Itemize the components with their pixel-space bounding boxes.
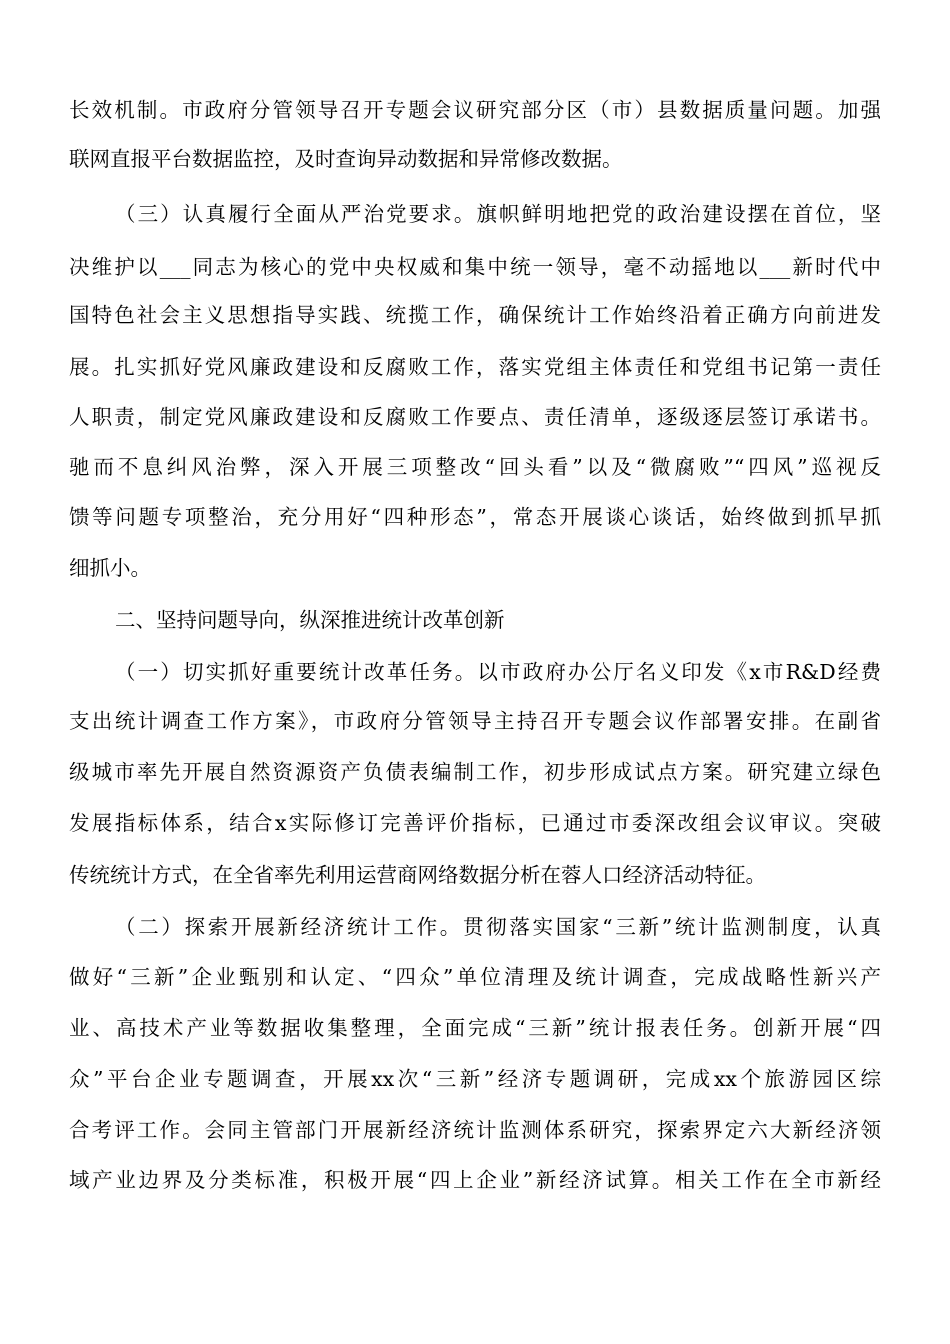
paragraph-line: 人职责，制定党风廉政建设和反腐败工作要点、责任清单，逐级逐层签订承诺书。 — [69, 405, 881, 429]
paragraph-line: 馈等问题专项整治，充分用好“四种形态”，常态开展谈心谈话，始终做到抓早抓 — [69, 505, 881, 529]
paragraph-line: 国特色社会主义思想指导实践、统揽工作，确保统计工作始终沿着正确方向前进发 — [69, 303, 881, 327]
paragraph-line: （三）认真履行全面从严治党要求。旗帜鲜明地把党的政治建设摆在首位，坚 — [115, 202, 881, 226]
paragraph-line: 展。扎实抓好党风廉政建设和反腐败工作，落实党组主体责任和党组书记第一责任 — [69, 355, 881, 379]
paragraph-line: 业、高技术产业等数据收集整理，全面完成“三新”统计报表任务。创新开展“四 — [69, 1016, 881, 1040]
paragraph-line: 众”平台企业专题调查，开展xx次“三新”经济专题调研，完成xx个旅游园区综 — [69, 1067, 881, 1091]
paragraph-line: （二）探索开展新经济统计工作。贯彻落实国家“三新”统计监测制度，认真 — [115, 915, 881, 939]
section-heading: 二、坚持问题导向，纵深推进统计改革创新 — [115, 608, 505, 632]
paragraph-line: 长效机制。市政府分管领导召开专题会议研究部分区（市）县数据质量问题。加强 — [69, 98, 881, 122]
paragraph-line: 联网直报平台数据监控，及时查询异动数据和异常修改数据。 — [69, 147, 623, 171]
paragraph-line: 支出统计调查工作方案》，市政府分管领导主持召开专题会议作部署安排。在副省 — [69, 709, 881, 733]
paragraph-line: 传统统计方式，在全省率先利用运营商网络数据分析在蓉人口经济活动特征。 — [69, 863, 766, 887]
paragraph-line: （一）切实抓好重要统计改革任务。以市政府办公厅名义印发《x市R&D经费 — [115, 660, 881, 684]
paragraph-line: 发展指标体系，结合x实际修订完善评价指标，已通过市委深改组会议审议。突破 — [69, 811, 881, 835]
paragraph-line: 决维护以___同志为核心的党中央权威和集中统一领导，毫不动摇地以___新时代中 — [69, 255, 881, 279]
paragraph-line: 合考评工作。会同主管部门开展新经济统计监测体系研究，探索界定六大新经济领 — [69, 1118, 881, 1142]
paragraph-line: 做好“三新”企业甄别和认定、“四众”单位清理及统计调查，完成战略性新兴产 — [69, 965, 881, 989]
paragraph-line: 域产业边界及分类标准，积极开展“四上企业”新经济试算。相关工作在全市新经 — [69, 1168, 881, 1192]
paragraph-line: 驰而不息纠风治弊，深入开展三项整改“回头看”以及“微腐败”“四风”巡视反 — [69, 455, 881, 479]
paragraph-line: 级城市率先开展自然资源资产负债表编制工作，初步形成试点方案。研究建立绿色 — [69, 760, 881, 784]
paragraph-line: 细抓小。 — [69, 556, 151, 580]
